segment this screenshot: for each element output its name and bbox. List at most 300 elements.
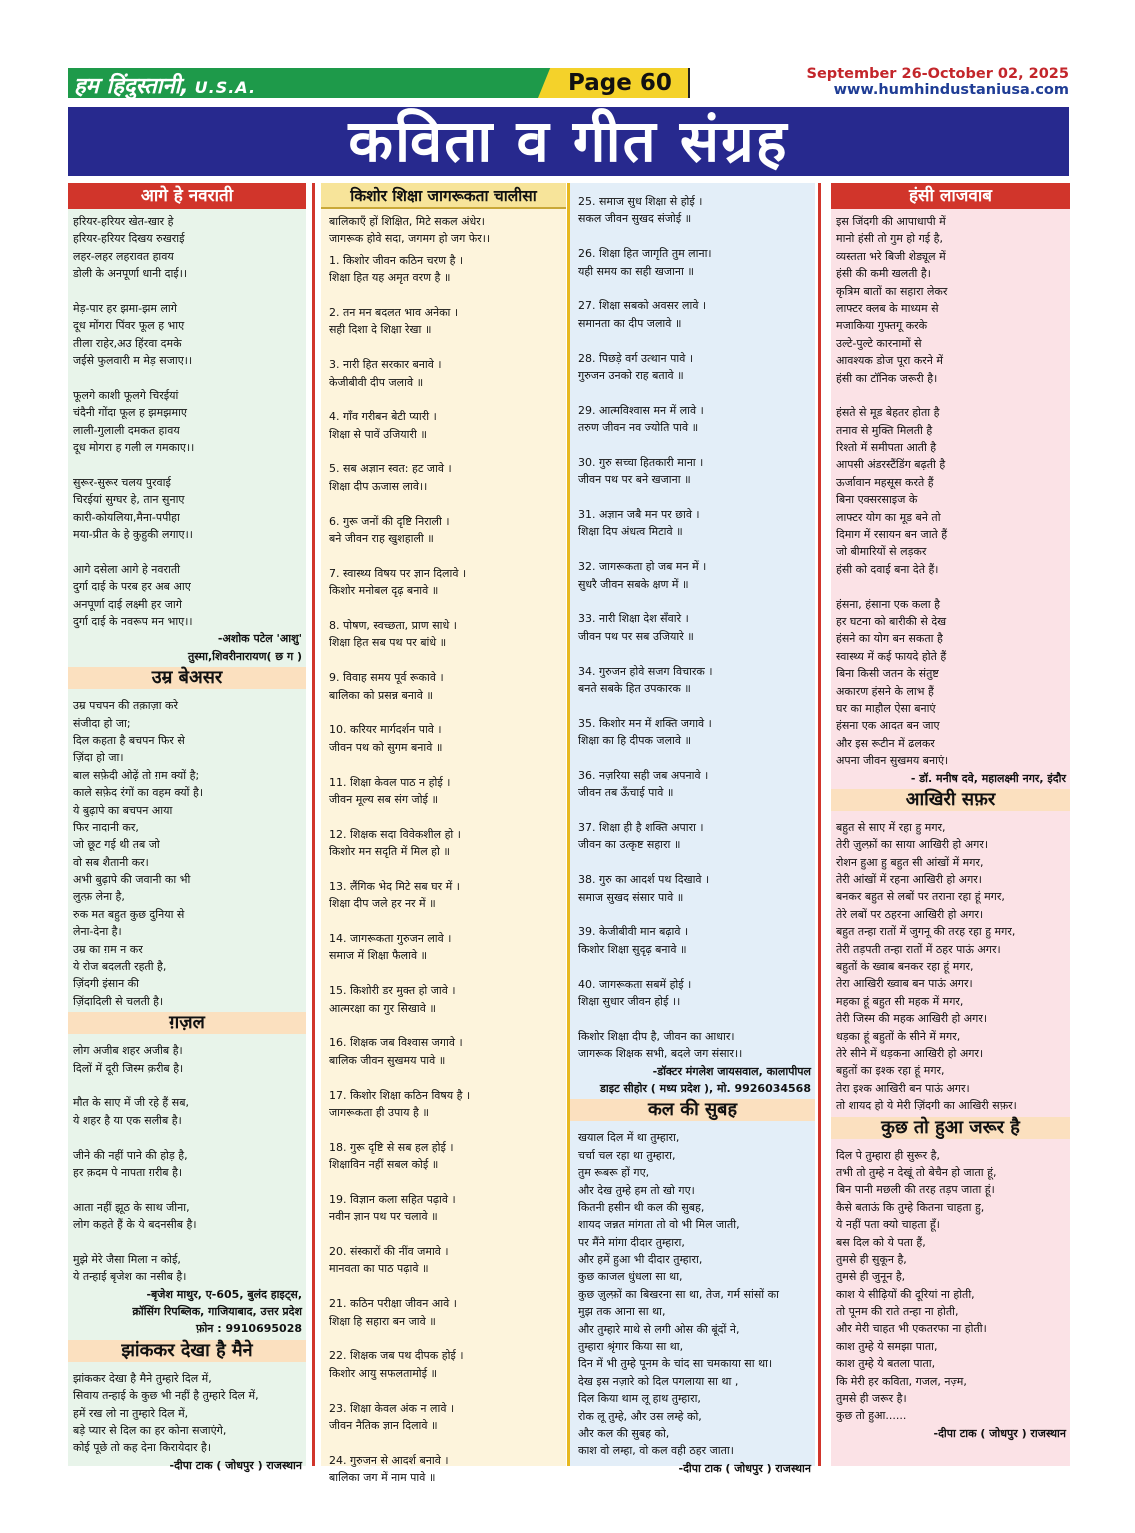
poem-title-ghazal: ग़ज़ल bbox=[68, 1012, 306, 1034]
couplet-line: 16. शिक्षक जब विश्वास जगावे । bbox=[329, 1036, 463, 1050]
poem-title-hansi-lajawab: हंसी लाजवाब bbox=[831, 183, 1070, 209]
text-line: हंसना एक आदत बन जाए bbox=[836, 719, 940, 733]
poem-body bbox=[570, 1125, 815, 1459]
text-line: चर्चा चल रहा था तुम्हारा, bbox=[578, 1148, 676, 1162]
text-line: बिन पानी मछली की तरह तड़प जाता हूं। bbox=[836, 1183, 995, 1197]
couplet bbox=[329, 565, 561, 600]
text-line: लाली-गुलाली दमकत हावय bbox=[73, 423, 180, 437]
text-line: कोई पूछे तो कह देना किरायेदार है। bbox=[73, 1441, 212, 1455]
couplet bbox=[329, 878, 561, 913]
couplet-line: किशोर मनोबल दृढ़ बनावे ॥ bbox=[329, 584, 439, 598]
text-line: और मेरी चाहत भी एकतरफा ना होती। bbox=[836, 1322, 987, 1336]
text-line: काश तुम्हे ये समझा पाता, bbox=[836, 1339, 938, 1353]
couplet bbox=[329, 617, 561, 652]
text-line: जईसे फुलवारी म मेड़ सजाए।। bbox=[73, 354, 193, 368]
text-line: आगे दसेला आगे हे नवराती bbox=[73, 562, 180, 576]
couplet bbox=[329, 1087, 561, 1122]
text-line: ज़िंदगी इंसान की bbox=[73, 977, 139, 991]
text-line: जो बीमारियों से लड़कर bbox=[836, 545, 927, 559]
text-line: तेरा इश्क आखिरी बन पाऊं अगर। bbox=[836, 1081, 970, 1095]
poem-author-block bbox=[68, 1286, 306, 1338]
text-line: हरियर-हरियर खेत-खार हे bbox=[73, 215, 174, 228]
couplet bbox=[329, 1452, 561, 1487]
brand-usa: U.S.A. bbox=[194, 78, 257, 97]
couplet-line: जीवन का उत्कृष्ट सहारा ॥ bbox=[578, 838, 681, 852]
text-line: दिल कहता है बचपन फिर से bbox=[73, 733, 185, 747]
text-line: बहुतों का इश्क रहा हूं मगर, bbox=[836, 1064, 945, 1078]
text-line: मेड़-पार हर झमा-झम लागे bbox=[73, 301, 177, 315]
text-line: उम्र का ग़म न कर bbox=[73, 942, 143, 956]
couplet bbox=[578, 923, 810, 958]
text-line: अनपूर्णा दाई लक्ष्मी हर जागे bbox=[73, 597, 182, 611]
text-line: लहर-लहर लहरावत हावय bbox=[73, 249, 174, 263]
text-line: हर क़दम पे नापता ग़रीब है। bbox=[73, 1165, 183, 1179]
column-2 bbox=[321, 183, 566, 1485]
poem-author: -अशोक पटेल 'आशु' bbox=[217, 632, 302, 646]
text-line: लोग अजीब शहर अजीब है। bbox=[73, 1044, 183, 1058]
couplet-line: 34. गुरुजन होवे सजग विचारक । bbox=[578, 664, 713, 678]
poem-title-jhankkar: झांककर देखा है मैने bbox=[68, 1340, 306, 1362]
text-line: ऊर्जावान महसूस करते हैं bbox=[836, 475, 934, 489]
couplet bbox=[578, 558, 810, 593]
page-number: Page 60 bbox=[568, 70, 672, 96]
text-line: और देख तुम्हे हम तो खो गए। bbox=[578, 1183, 695, 1197]
couplet-line: 17. किशोर शिक्षा कठिन विषय है । bbox=[329, 1088, 471, 1102]
couplet-line: 15. किशोरी डर मुक्त हो जावे । bbox=[329, 984, 456, 998]
couplet-line: 30. गुरु सच्चा हितकारी माना । bbox=[578, 455, 704, 469]
couplet-line: 19. विज्ञान कला सहित पढ़ावे । bbox=[329, 1192, 456, 1206]
poem-title-chalisa: किशोर शिक्षा जागरूकता चालीसा bbox=[321, 183, 566, 209]
couplet-line: 13. लैंगिक भेद मिटे सब घर में । bbox=[329, 879, 460, 893]
couplet-line: 23. शिक्षा केवल अंक न लावे । bbox=[329, 1401, 455, 1415]
text-line: तुमसे ही जुनून है, bbox=[836, 1270, 906, 1284]
chalisa-couplets bbox=[321, 248, 566, 1487]
text-line: मुझे मेरे जैसा मिला न कोई, bbox=[73, 1252, 181, 1266]
text-line: अकारण हंसने के लाभ हैं bbox=[836, 684, 934, 698]
poem-author: -दीपा टाक ( जोधपुर ) राजस्थान bbox=[678, 1461, 811, 1475]
column-divider bbox=[312, 183, 315, 1466]
text-line: हर घटना को बारीकी से देख bbox=[836, 614, 947, 628]
text-line: मानो हंसी तो गुम हो गई है, bbox=[836, 232, 943, 246]
couplet bbox=[329, 1400, 561, 1435]
couplet bbox=[329, 513, 561, 548]
text-line: हंसने का योग बन सकता है bbox=[836, 632, 943, 646]
couplet-line: शिक्षा दीप ऊजास लावे।। bbox=[329, 479, 428, 493]
column-1 bbox=[68, 183, 306, 1472]
couplet bbox=[329, 304, 561, 339]
couplet-line: 22. शिक्षक जब पथ दीपक होई । bbox=[329, 1349, 464, 1363]
couplet-line: बालिका जग में नाम पावे ॥ bbox=[329, 1471, 436, 1485]
text-line: तेरे सीने में धड़कना आखिरी हो अगर। bbox=[836, 1046, 984, 1060]
text-line: ये रोज बदलती रहती है, bbox=[73, 960, 167, 974]
stanza-gap bbox=[73, 1077, 301, 1094]
text-line: हंसी को दवाई बना देते हैं। bbox=[836, 562, 939, 576]
text-line: फिर नादानी कर, bbox=[73, 820, 139, 834]
text-line: आपसी अंडरस्टैंडिंग बढ़ती है bbox=[836, 458, 946, 472]
couplet-line: मानवता का पाठ पढ़ावे ॥ bbox=[329, 1262, 429, 1276]
text-line: कितनी हसीन थी कल की सुबह, bbox=[578, 1200, 705, 1214]
text-line: बाल सफ़ेदी ओढ़ें तो ग़म क्यों है; bbox=[73, 768, 200, 782]
text-line: बिना एक्सरसाइज के bbox=[836, 493, 918, 507]
couplet-line: जागरूकता ही उपाय है ॥ bbox=[329, 1105, 429, 1119]
couplet bbox=[578, 715, 810, 750]
couplet-line: 1. किशोर जीवन कठिन चरण है । bbox=[329, 253, 464, 267]
couplet bbox=[578, 350, 810, 385]
couplet bbox=[578, 506, 810, 541]
text-line: दिल पे तुम्हारा ही सुरूर है, bbox=[836, 1148, 941, 1162]
section-title: कविता व गीत संग्रह bbox=[348, 107, 789, 175]
couplet-line: गुरुजन उनको राह बतावे ॥ bbox=[578, 368, 684, 382]
text-line: लेना-देना है। bbox=[73, 925, 122, 939]
text-line: बहुत से साए में रहा हु मगर, bbox=[836, 820, 946, 834]
poem-title-kal-ki-subah: कल की सुबह bbox=[570, 1099, 815, 1121]
couplet-line: शिक्षा हित सब पथ पर बांधे ॥ bbox=[329, 636, 447, 650]
couplet bbox=[329, 1295, 561, 1330]
text-line: कि मेरी हर कविता, गजल, नज़्म, bbox=[836, 1374, 967, 1388]
couplet-line: 31. अज्ञान जबै मन पर छावे । bbox=[578, 508, 700, 522]
text-line: दिलों में दूरी जिस्म क़रीब है। bbox=[73, 1061, 184, 1075]
couplet-line: सही दिशा दे शिक्षा रेखा ॥ bbox=[329, 323, 432, 337]
couplet-line: शिक्षा हि सहारा बन जावे ॥ bbox=[329, 1314, 436, 1328]
text-line: हंसते से मूड बेहतर होता है bbox=[836, 406, 940, 420]
text-line: और इस रूटीन में ढलकर bbox=[836, 736, 935, 750]
text-line: तीला राहेर,अउ हिंरवा दमके bbox=[73, 336, 182, 350]
text-line: तेरा आखिरी ख्वाब बन पाऊं अगर। bbox=[836, 977, 973, 991]
text-line: रोशन हुआ हु बहुत सी आंखों में मगर, bbox=[836, 855, 984, 869]
couplet-line: जीवन पथ पर बने खजाना ॥ bbox=[578, 473, 691, 487]
stanza-gap bbox=[836, 387, 1065, 404]
column-3 bbox=[570, 183, 815, 1475]
text-line: तभी तो तुम्हे न देखूं तो बेचैन हो जाता हूं, bbox=[836, 1165, 997, 1179]
text-line: जो छूट गई थी तब जो bbox=[73, 838, 160, 852]
text-line: उल्टे-पुल्टे कारनामों से bbox=[836, 336, 922, 350]
text-line: ज़िंदादिली से चलती है। bbox=[73, 994, 164, 1008]
text-line: शायद जन्नत मांगता तो वो भी मिल जाती, bbox=[578, 1218, 740, 1232]
text-line: तुम्हारा श्रृंगार किया सा था, bbox=[578, 1340, 684, 1354]
couplet-line: यही समय का सही खजाना ॥ bbox=[578, 264, 694, 278]
couplet-line: शिक्षा से पावें उजियारी ॥ bbox=[329, 427, 427, 441]
chalisa-outro bbox=[570, 1028, 815, 1063]
text-line: तेरी जिस्म की महक आखिरी हो अगर। bbox=[836, 1012, 988, 1026]
poem-author: -दीपा टाक ( जोधपुर ) राजस्थान bbox=[169, 1458, 302, 1472]
couplet bbox=[578, 454, 810, 489]
couplet-line: समाज में शिक्षा फैलावे ॥ bbox=[329, 949, 428, 963]
couplet-line: जीवन नैतिक ज्ञान दिलावे ॥ bbox=[329, 1418, 438, 1432]
text-line: और कल की सुबह को, bbox=[578, 1426, 670, 1440]
couplet-line: 11. शिक्षा केवल पाठ न होई । bbox=[329, 775, 451, 789]
poem-body bbox=[831, 815, 1070, 1115]
section-banner bbox=[68, 107, 1069, 176]
couplet bbox=[329, 930, 561, 965]
website-link[interactable]: www.humhindustaniusa.com bbox=[833, 82, 1069, 98]
text-line: तुम रूबरू हों गए, bbox=[578, 1166, 650, 1180]
text-line: लाफ्टर योग का मूड बने तो bbox=[836, 510, 941, 524]
text-line: दिन में भी तुम्हे पूनम के चांद सा चमकाया सा था। bbox=[578, 1357, 773, 1371]
text-line: दुर्गा दाई के नवरूप मन भाए।। bbox=[73, 614, 193, 628]
poem-body bbox=[68, 209, 306, 630]
couplet-line: 27. शिक्षा सबको अवसर लावे । bbox=[578, 299, 707, 313]
chalisa-intro bbox=[321, 209, 566, 248]
couplet-line: 28. पिछड़े वर्ग उत्थान पावे । bbox=[578, 351, 693, 365]
text-line: चिरईयां सुग्घर हे, तान सुनाए bbox=[73, 493, 185, 507]
text-line: काश ये सीढ़ियों की दूरियां ना होती, bbox=[836, 1287, 975, 1301]
couplet-line: 32. जागरूकता हो जब मन में । bbox=[578, 560, 707, 574]
text-line: और हमें हुआ भी दीदार तुम्हारा, bbox=[578, 1253, 703, 1267]
stanza-gap bbox=[73, 1181, 301, 1198]
dateline bbox=[807, 66, 1069, 98]
text-line: हंसना, हंसाना एक कला है bbox=[836, 597, 940, 611]
couplet-line: समाज सुखद संसार पावे ॥ bbox=[578, 890, 684, 904]
couplet bbox=[329, 460, 561, 495]
couplet bbox=[329, 1139, 561, 1174]
text-line: मौत के साए में जी रहे हैं सब, bbox=[73, 1096, 189, 1110]
couplet bbox=[329, 774, 561, 809]
poem-body bbox=[831, 209, 1070, 770]
couplet-line: 36. नज़रिया सही जब अपनावे । bbox=[578, 768, 709, 782]
text-line: किशोर शिक्षा दीप है, जीवन का आधार। bbox=[578, 1029, 735, 1043]
couplet bbox=[329, 669, 561, 704]
masthead-bar bbox=[68, 68, 690, 98]
text-line: बहुतों के ख्वाब बनकर रहा हूं मगर, bbox=[836, 960, 974, 974]
text-line: फूलगे काशी फूलगे चिरईयां bbox=[73, 388, 179, 402]
text-line: -बृजेश माथुर, ए-605, बुलंद हाइट्स, bbox=[146, 1287, 302, 1301]
text-line: काले सफ़ेद रंगों का वहम क्यों है। bbox=[73, 786, 203, 800]
couplet-line: जीवन मूल्य सब संग जोई ॥ bbox=[329, 792, 439, 806]
couplet bbox=[578, 297, 810, 332]
couplet bbox=[329, 408, 561, 443]
couplet-line: 38. गुरु का आदर्श पथ दिखावे । bbox=[578, 873, 710, 887]
couplet-line: 20. संस्कारों की नींव जमावे । bbox=[329, 1245, 449, 1259]
text-line: रोक लू तुम्हे, और उस लम्हे को, bbox=[578, 1409, 702, 1423]
text-line: दूध मोंगरा पिंवर फूल ह भाए bbox=[73, 319, 185, 333]
text-line: आवश्यक डोज पूरा करने में bbox=[836, 354, 943, 368]
couplet-line: केजीबीवी दीप जलावे ॥ bbox=[329, 375, 424, 389]
couplet-line: 10. करियर मार्गदर्शन पावे । bbox=[329, 723, 442, 737]
poem-body bbox=[68, 1038, 306, 1285]
couplet-line: 18. गुरू दृष्टि से सब हल होई । bbox=[329, 1140, 454, 1154]
couplet bbox=[578, 871, 810, 906]
text-line: ये तन्हाई बृजेश का नसीब है। bbox=[73, 1270, 187, 1284]
poem-body bbox=[68, 1366, 306, 1457]
couplet bbox=[329, 1034, 561, 1069]
couplet bbox=[578, 610, 810, 645]
poem-author: - डॉ. मनीष दवे, महालक्ष्मी नगर, इंदौर bbox=[910, 771, 1066, 785]
couplet-line: 40. जागरूकता सबमें होई । bbox=[578, 977, 692, 991]
chalisa-author: -डॉक्टर मंगलेश जायसवाल, कालापीपल bbox=[652, 1064, 811, 1078]
couplet-line: जीवन पथ पर सब उजियारे ॥ bbox=[578, 629, 694, 643]
couplet bbox=[329, 1191, 561, 1226]
text-line: तो शायद हो ये मेरी ज़िंदगी का आखिरी सफ़र। bbox=[836, 1099, 1017, 1113]
stanza-gap bbox=[73, 1129, 301, 1146]
couplet bbox=[329, 982, 561, 1017]
text-line: महका हूं बहुत सी महक में मगर, bbox=[836, 994, 964, 1008]
text-line: अपना जीवन सुखमय बनाएं। bbox=[836, 754, 949, 768]
couplet bbox=[578, 976, 810, 1011]
poem-author: -दीपा टाक ( जोधपुर ) राजस्थान bbox=[933, 1426, 1066, 1440]
couplet-line: 5. सब अज्ञान स्वत: हट जावे । bbox=[329, 462, 452, 476]
text-line: जागरूक शिक्षक सभी, बदले जग संसार।। bbox=[578, 1047, 743, 1061]
text-line: सुरूर-सुरूर चलय पुरवाई bbox=[73, 475, 171, 489]
couplet bbox=[329, 721, 561, 756]
text-line: दिल किया थाम लू हाथ तुम्हारा, bbox=[578, 1392, 701, 1406]
text-line: ये शहर है या एक सलीब है। bbox=[73, 1113, 182, 1127]
column-4 bbox=[831, 183, 1070, 1466]
text-line: घर का माहौल ऐसा बनाएं bbox=[836, 701, 936, 715]
brand-logo bbox=[74, 70, 256, 100]
text-line: ज़िंदा हो जा। bbox=[73, 751, 124, 765]
couplet bbox=[578, 663, 810, 698]
text-line: देख इस नज़ारे को दिल पगलाया सा था , bbox=[578, 1374, 739, 1388]
couplet-line: 7. स्वास्थ्य विषय पर ज्ञान दिलावे । bbox=[329, 566, 467, 580]
text-line: रुक मत बहुत कुछ दुनिया से bbox=[73, 907, 185, 921]
text-line: बस दिल को ये पता हैं, bbox=[836, 1235, 926, 1249]
couplet-line: जीवन पथ को सुगम बनावे ॥ bbox=[329, 740, 443, 754]
text-line: लोग कहते हैं के ये बदनसीब है। bbox=[73, 1218, 197, 1232]
couplet-line: किशोर शिक्षा सुदृढ़ बनावे ॥ bbox=[578, 942, 687, 956]
text-line: आता नहीं झूठ के साथ जीना, bbox=[73, 1200, 190, 1214]
text-line: लाफ्टर क्लब के माध्यम से bbox=[836, 301, 939, 315]
text-line: तेरी आंखों में रहना आखिरी हो अगर। bbox=[836, 873, 982, 887]
brand-name: हम हिंदुस्तानी, bbox=[74, 74, 189, 99]
text-line: हरियर-हरियर दिखय रुखराई bbox=[73, 232, 185, 246]
couplet-line: शिक्षा सुधार जीवन होई ।। bbox=[578, 994, 681, 1008]
text-line: चंदैनी गोंदा फूल ह झमझमाए bbox=[73, 406, 187, 420]
text-line: कैसे बताऊं कि तुम्हे कितना चाहता हु, bbox=[836, 1200, 985, 1214]
text-line: सिवाय तन्हाई के कुछ भी नहीं है तुम्हारे दिल में, bbox=[73, 1389, 259, 1403]
stanza-gap bbox=[73, 543, 301, 560]
stanza-gap bbox=[73, 456, 301, 473]
couplet-line: बने जीवन राह खुशहाली ॥ bbox=[329, 532, 434, 546]
couplet-line: सुधरै जीवन सबके क्षण में ॥ bbox=[578, 577, 689, 591]
couplet-line: आत्मरक्षा का गुर सिखावे ॥ bbox=[329, 1001, 436, 1015]
couplet bbox=[329, 826, 561, 861]
text-line: लुत्फ़ लेना है, bbox=[73, 890, 125, 904]
couplet bbox=[329, 252, 561, 287]
couplet bbox=[578, 767, 810, 802]
text-line: तेरे लबों पर ठहरना आखिरी हो अगर। bbox=[836, 907, 984, 921]
couplet-line: 14. जागरूकता गुरुजन लावे । bbox=[329, 932, 452, 946]
couplet-line: जीवन तब ऊँचाई पावे ॥ bbox=[578, 786, 674, 800]
stanza-gap bbox=[73, 370, 301, 387]
couplet-line: तरुण जीवन नव ज्योति पावे ॥ bbox=[578, 421, 699, 435]
couplet-line: 6. गुरू जनों की दृष्टि निराली । bbox=[329, 514, 450, 528]
couplet-line: 4. गाँव गरीबन बेटी प्यारी । bbox=[329, 410, 437, 424]
stanza-gap bbox=[73, 283, 301, 300]
text-line: कुछ काजल धुंधला सा था, bbox=[578, 1270, 683, 1284]
couplet-line: 26. शिक्षा हित जागृति तुम लाना। bbox=[578, 247, 712, 261]
couplet-line: 3. नारी हित सरकार बनावे । bbox=[329, 358, 442, 372]
text-line: बिना किसी जतन के संतुष्ट bbox=[836, 667, 939, 681]
poem-title-umr-beasar: उम्र बेअसर bbox=[68, 667, 306, 689]
text-line: काश तुम्हे ये बतला पाता, bbox=[836, 1357, 936, 1371]
text-line: इस जिंदगी की आपाधापी में bbox=[836, 215, 946, 228]
couplet-line: शिक्षा दीप जले हर नर में ॥ bbox=[329, 897, 436, 911]
couplet bbox=[329, 356, 561, 391]
couplet-line: नवीन ज्ञान पथ पर चलावे ॥ bbox=[329, 1210, 438, 1224]
couplet-line: 35. किशोर मन में शक्ति जगावे । bbox=[578, 716, 712, 730]
text-line: काश वो लम्हा, वो कल वही ठहर जाता। bbox=[578, 1444, 734, 1458]
text-line: मजाकिया गुफ्तगू करके bbox=[836, 319, 928, 333]
couplet bbox=[578, 245, 810, 280]
couplet-line: शिक्षा हित यह अमृत वरण है ॥ bbox=[329, 271, 451, 285]
text-line: तेरी ज़ुल्फ़ों का साया आखिरी हो अगर। bbox=[836, 838, 989, 852]
couplet-line: 9. विवाह समय पूर्व रूकावे । bbox=[329, 671, 444, 685]
couplet-line: शिक्षा दिप अंधत्व मिटावे ॥ bbox=[578, 525, 683, 539]
issue-date: September 26-October 02, 2025 bbox=[806, 66, 1069, 82]
chalisa-couplets bbox=[570, 183, 815, 1010]
text-line: बनकर बहुत से लबों पर तराना रहा हूं मगर, bbox=[836, 890, 1005, 904]
text-line: वो सब शैतानी कर। bbox=[73, 855, 149, 869]
text-line: फ़ोन : 9910695028 bbox=[195, 1322, 302, 1336]
text-line: और तुम्हारे माथे से लगी ओस की बूंदों ने, bbox=[578, 1322, 740, 1336]
text-line: बड़े प्यार से दिल का हर कोना सजाएंगे, bbox=[73, 1424, 227, 1438]
poem-body bbox=[831, 1143, 1070, 1425]
couplet-line: 29. आत्मविश्वास मन में लावे । bbox=[578, 403, 704, 417]
couplet-line: 25. समाज सुध शिक्षा से होई । bbox=[578, 195, 703, 208]
poem-title-aage-he-navrati: आगे हे नवराती bbox=[68, 183, 306, 209]
text-line: तुमसे ही सुकून है, bbox=[836, 1252, 907, 1266]
text-line: कुछ तो हुआ...... bbox=[836, 1409, 907, 1423]
couplet-line: 37. शिक्षा ही है शक्ति अपारा । bbox=[578, 821, 704, 835]
text-line: डोली के अनपूर्णा धानी दाई।। bbox=[73, 267, 188, 281]
couplet-line: बनते सबके हित उपकारक ॥ bbox=[578, 681, 691, 695]
couplet-line: किशोर आयु सफलतामोई ॥ bbox=[329, 1366, 438, 1380]
couplet-line: 24. गुरुजन से आदर्श बनावे । bbox=[329, 1453, 449, 1467]
text-line: हंसी की कमी खलती है। bbox=[836, 267, 931, 281]
couplet bbox=[329, 1243, 561, 1278]
couplet-line: 21. कठिन परीक्षा जीवन आवे । bbox=[329, 1297, 457, 1311]
text-line: कुछ ज़ुल्फ़ों का बिखरना सा था, तेज, गर्म सांसों का bbox=[578, 1287, 779, 1301]
text-line: पर मैंने मांगा दीदार तुम्हारा, bbox=[578, 1235, 685, 1249]
text-line: खयाल दिल में था तुम्हारा, bbox=[578, 1131, 680, 1145]
couplet-line: 39. केजीबीवी मान बढ़ावे । bbox=[578, 925, 689, 939]
chalisa-author-place: डाइट सीहोर ( मध्य प्रदेश ), मो. 9926034568 bbox=[599, 1081, 811, 1095]
text-line: झांककर देखा है मैने तुम्हारे दिल में, bbox=[73, 1371, 212, 1385]
couplet-line: समानता का दीप जलावे ॥ bbox=[578, 316, 682, 330]
stanza-gap bbox=[836, 578, 1065, 595]
column-divider bbox=[818, 183, 821, 1466]
poem-title-kuch-to-hua: कुछ तो हुआ जरूर है bbox=[831, 1117, 1070, 1139]
text-line: व्यस्तता भरे बिजी शेड्यूल में bbox=[836, 249, 946, 263]
text-line: तनाव से मुक्ति मिलती है bbox=[836, 423, 933, 437]
couplet bbox=[578, 819, 810, 854]
text-line: मुझ तक आना सा था, bbox=[578, 1305, 666, 1319]
text-line: ये बुढ़ापे का बचपन आया bbox=[73, 803, 173, 817]
couplet-line: शिक्षाविन नहीं सबल कोई ॥ bbox=[329, 1158, 439, 1172]
stanza-gap bbox=[73, 1234, 301, 1251]
couplet-line: बालिक जीवन सुखमय पावे ॥ bbox=[329, 1053, 446, 1067]
text-line: तो पूनम की राते तन्हा ना होती, bbox=[836, 1305, 959, 1319]
couplet bbox=[578, 193, 810, 228]
couplet bbox=[329, 1347, 561, 1382]
text-line: हंसी का टॉनिक जरूरी है। bbox=[836, 371, 938, 385]
text-line: संजीदा हो जा; bbox=[73, 716, 131, 730]
couplet-line: किशोर मन सदृति में मिल हो ॥ bbox=[329, 845, 450, 859]
text-line: जीने की नहीं पाने की होड़ है, bbox=[73, 1148, 188, 1162]
text-line: दिमाग में रसायन बन जाते हैं bbox=[836, 528, 948, 542]
couplet-line: 12. शिक्षक सदा विवेकशील हो । bbox=[329, 827, 461, 841]
text-line: तेरी तड़पती तन्हा रातों में ठहर पाऊं अगर। bbox=[836, 942, 1001, 956]
text-line: बालिकाएँ हों शिक्षित, मिटे सकल अंधेर। bbox=[329, 215, 485, 228]
text-line: तुमसे ही जरूर है। bbox=[836, 1392, 907, 1406]
poem-body bbox=[68, 693, 306, 1010]
text-line: कारी-कोयलिया,मैना-पपीहा bbox=[73, 510, 180, 524]
text-line: ये नहीं पता क्यो चाहता हूँ। bbox=[836, 1218, 940, 1232]
couplet-line: शिक्षा का हि दीपक जलावे ॥ bbox=[578, 734, 692, 748]
text-line: मया-प्रीत के हे कुहुकी लगाए।। bbox=[73, 528, 193, 542]
text-line: स्वास्थ्य में कई फायदे होते हैं bbox=[836, 649, 947, 663]
text-line: दुर्गा दाई के परब हर अब आए bbox=[73, 580, 191, 594]
